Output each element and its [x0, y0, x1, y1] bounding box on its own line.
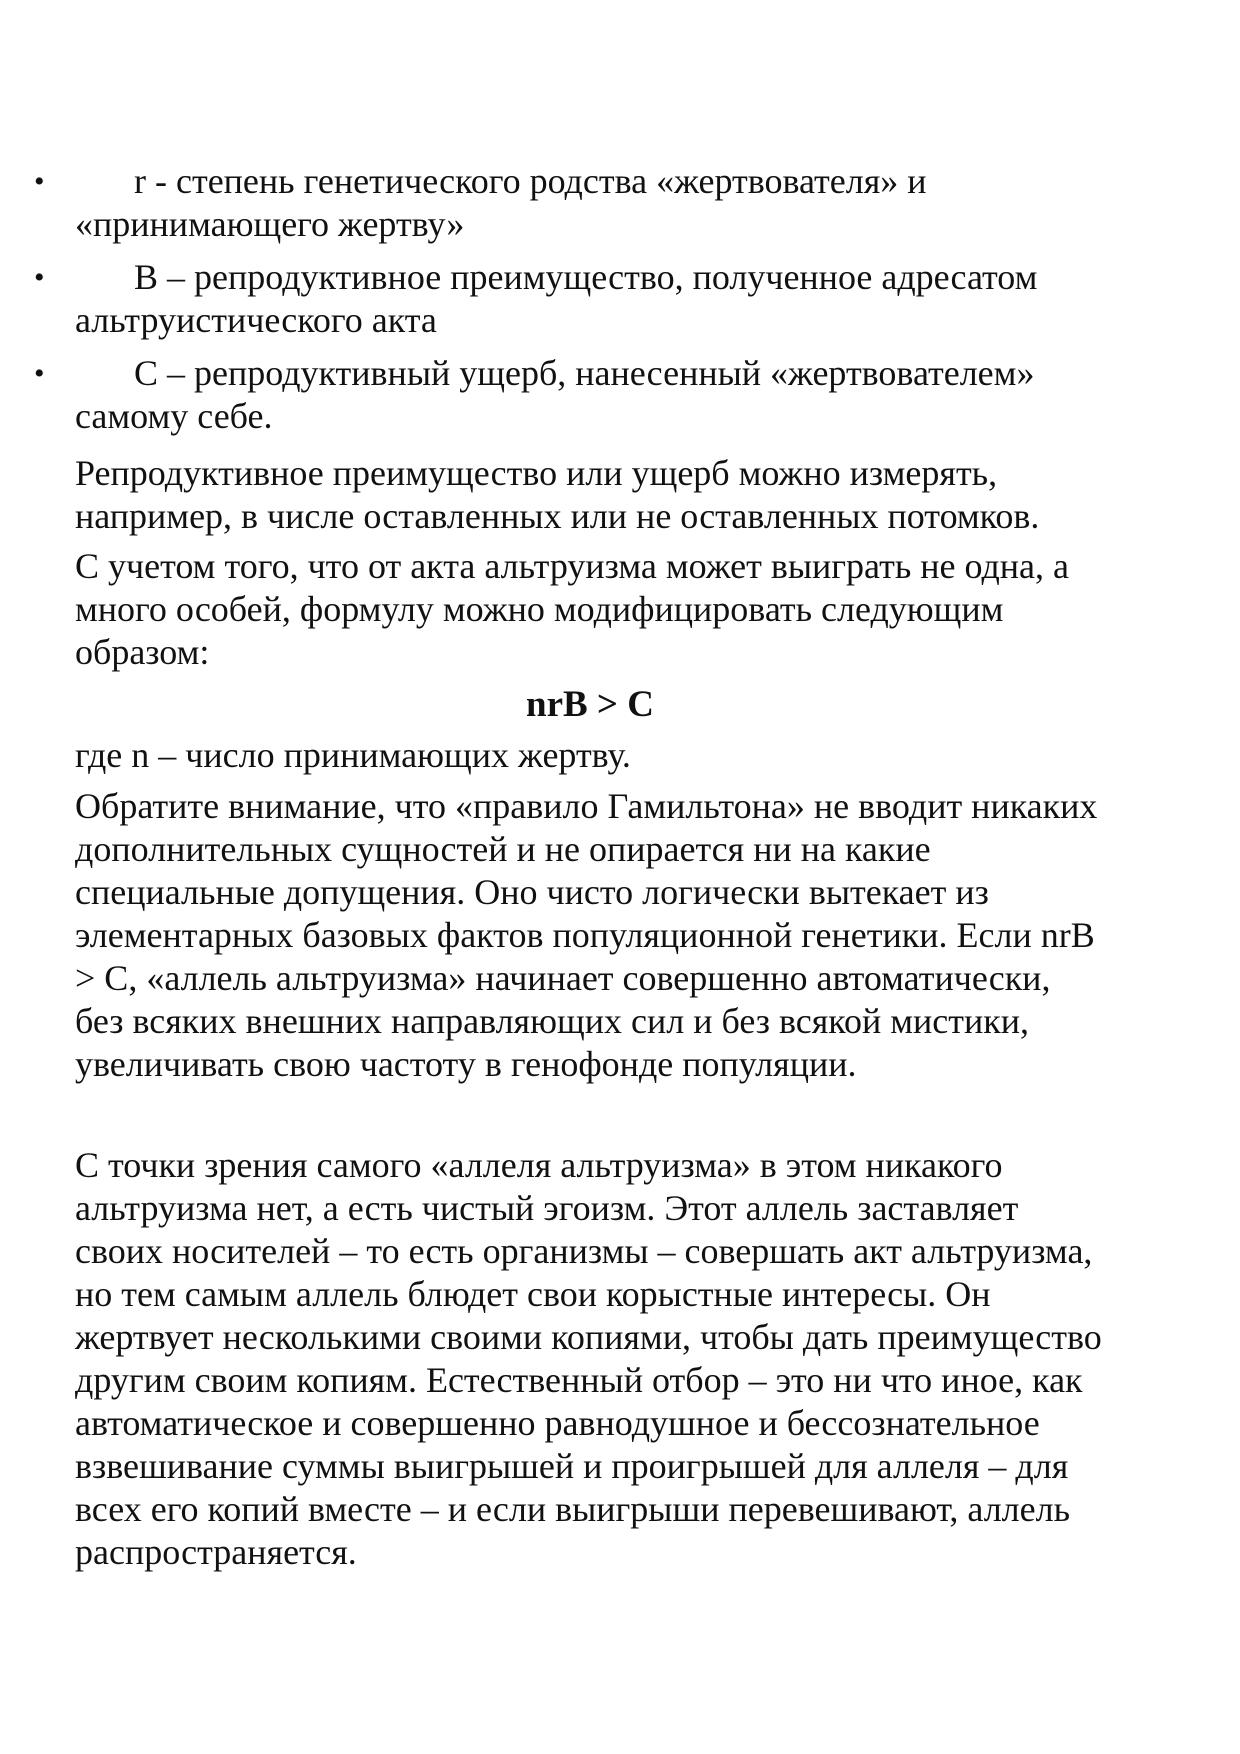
paragraph-n-definition: где n – число принимающих жертву. [75, 735, 631, 775]
definition-list [0, 160, 1240, 448]
definition-r: r - степень генетического родства «жертвователя» и «принимающего жертву» [75, 161, 927, 244]
bullet-icon: • [34, 357, 45, 390]
list-item [0, 256, 1085, 342]
formula: nrB > C [526, 684, 654, 725]
paragraph-allele-egoism: С точки зрения самого «аллеля альтруизма» в этом никакого альтруизма нет, а есть чистый эгоизм. Этот аллель заставляет своих носителей – то есть организмы – совершать акт альтруизма, но тем самым аллель блюдет свои корыстные интересы. Он жертвует несколькими своими копиями, чтобы дать преимущество другим своим копиям. Естественный отбор – это ни что иное, как автоматическое и совершенно равнодушное и бессознательное взвешивание суммы выигрышей и проигрышей для аллеля – для всех его копий вместе – и если выигрыши перевешивают, аллель распространяется. [75, 1145, 1102, 1572]
paragraph-modification: С учетом того, что от акта альтруизма может выиграть не одна, а много особей, формулу можно модифицировать следующим образом: [75, 546, 1069, 672]
definition-b: B – репродуктивное преимущество, полученное адресатом альтруистического акта [75, 257, 1038, 340]
bullet-icon: • [34, 165, 45, 198]
bullet-icon: • [34, 261, 45, 294]
list-item [0, 160, 1085, 246]
paragraph-measurement: Репродуктивное преимущество или ущерб можно измерять, например, в числе оставленных или не оставленных потомков. [75, 453, 1040, 536]
definition-c: C – репродуктивный ущерб, нанесенный «жертвователем» самому себе. [75, 353, 1035, 436]
list-item [0, 352, 1085, 438]
paragraph-hamilton-rule: Обратите внимание, что «правило Гамильтона» не вводит никаких дополнительных сущностей и не опирается ни на какие специальные допущения. Оно чисто логически вытекает из элементарных базовых фактов популяционной генетики. Если nrB > C, «аллель альтруизма» начинает совершенно автоматически, без всяких внешних направляющих сил и без всякой мистики, увеличивать свою частоту в генофонде популяции. [75, 786, 1098, 1084]
